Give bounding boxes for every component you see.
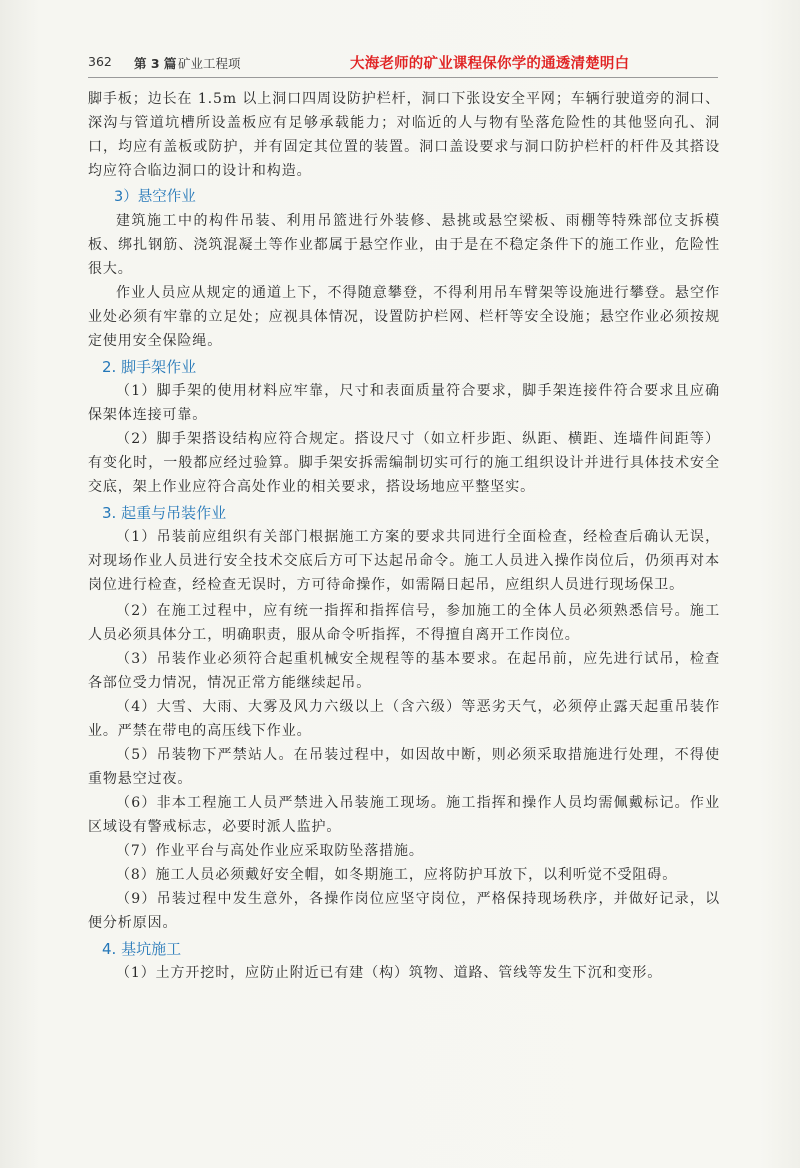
list-item: （1）脚手架的使用材料应牢靠，尺寸和表面质量符合要求，脚手架连接件符合要求且应确保架体连接可靠。: [88, 383, 720, 423]
list-item: （1）土方开挖时，应防止附近已有建（构）筑物、道路、管线等发生下沉和变形。: [116, 965, 663, 981]
list-item: （4）大雪、大雨、大雾及风力六级以上（含六级）等恶劣天气，必须停止露天起重吊装作业。严禁在带电的高压线下作业。: [88, 699, 720, 739]
book-title: 矿业工程项: [178, 56, 241, 71]
section-heading-lifting: 3. 起重与吊装作业: [102, 504, 227, 522]
page-number: 362: [88, 54, 112, 69]
paragraph: 建筑施工中的构件吊装、利用吊篮进行外装修、悬挑或悬空梁板、雨棚等特殊部位支拆模板、绑扎钢筋、浇筑混凝土等作业都属于悬空作业，由于是在不稳定条件下的施工作业，危险性很大。: [88, 213, 720, 277]
promo-watermark: 大海老师的矿业课程保你学的通透清楚明白: [350, 56, 630, 72]
header-rule: [88, 77, 718, 78]
part-label: 第 3 篇: [134, 56, 177, 71]
list-item: （5）吊装物下严禁站人。在吊装过程中，如因故中断，则必须采取措施进行处理，不得使重物悬空过夜。: [88, 747, 720, 787]
list-item: （6）非本工程施工人员严禁进入吊装施工现场。施工指挥和操作人员均需佩戴标记。作业区域设有警戒标志，必要时派人监护。: [88, 795, 720, 835]
list-item: （7）作业平台与高处作业应采取防坠落措施。: [116, 843, 424, 859]
list-item: （8）施工人员必须戴好安全帽，如冬期施工，应将防护耳放下，以利听觉不受阻碍。: [116, 867, 678, 883]
list-item: （3）吊装作业必须符合起重机械安全规程等的基本要求。在起吊前，应先进行试吊，检查各部位受力情况，情况正常方能继续起吊。: [88, 651, 720, 691]
section-heading-scaffold: 2. 脚手架作业: [102, 358, 197, 376]
list-item: （1）吊装前应组织有关部门根据施工方案的要求共同进行全面检查，经检查后确认无误，对现场作业人员进行安全技术交底后方可下达起吊命令。施工人员进入操作岗位后，仍须再对本岗位进行检查，经检查无误时，方可待命操作，如需隔日起吊，应组织人员进行现场保卫。: [88, 529, 720, 593]
section-heading-foundation-pit: 4. 基坑施工: [102, 940, 182, 958]
page-header: [88, 50, 728, 78]
list-item: （2）脚手架搭设结构应符合规定。搭设尺寸（如立杆步距、纵距、横距、连墙件间距等）有变化时，一般都应经过验算。脚手架安拆需编制切实可行的施工组织设计并进行具体技术安全交底，架上作业应符合高处作业的相关要求，搭设场地应平整坚实。: [88, 431, 720, 495]
list-item: （9）吊装过程中发生意外，各操作岗位应坚守岗位，严格保持现场秩序，并做好记录，以便分析原因。: [88, 891, 720, 931]
list-item: （2）在施工过程中，应有统一指挥和指挥信号，参加施工的全体人员必须熟悉信号。施工人员必须具体分工，明确职责，服从命令听指挥，不得擅自离开工作岗位。: [88, 603, 720, 643]
paragraph-continued: 脚手板；边长在 1.5m 以上洞口四周设防护栏杆，洞口下张设安全平网；车辆行驶道旁的洞口、深沟与管道坑槽所设盖板应有足够承载能力；对临近的人与物有坠落危险性的其他竖向孔、洞口，均应有盖板或防护，并有固定其位置的装置。洞口盖设要求与洞口防护栏杆的杆件及其搭设均应符合临边洞口的设计和构造。: [88, 91, 720, 179]
page-body: [88, 87, 720, 985]
subheading-suspended-work: 3）悬空作业: [114, 189, 196, 205]
paragraph: 作业人员应从规定的通道上下，不得随意攀登，不得利用吊车臂架等设施进行攀登。悬空作业处必须有牢靠的立足处；应视具体情况，设置防护栏网、栏杆等安全设施；悬空作业必须按规定使用安全保险绳。: [88, 285, 720, 349]
